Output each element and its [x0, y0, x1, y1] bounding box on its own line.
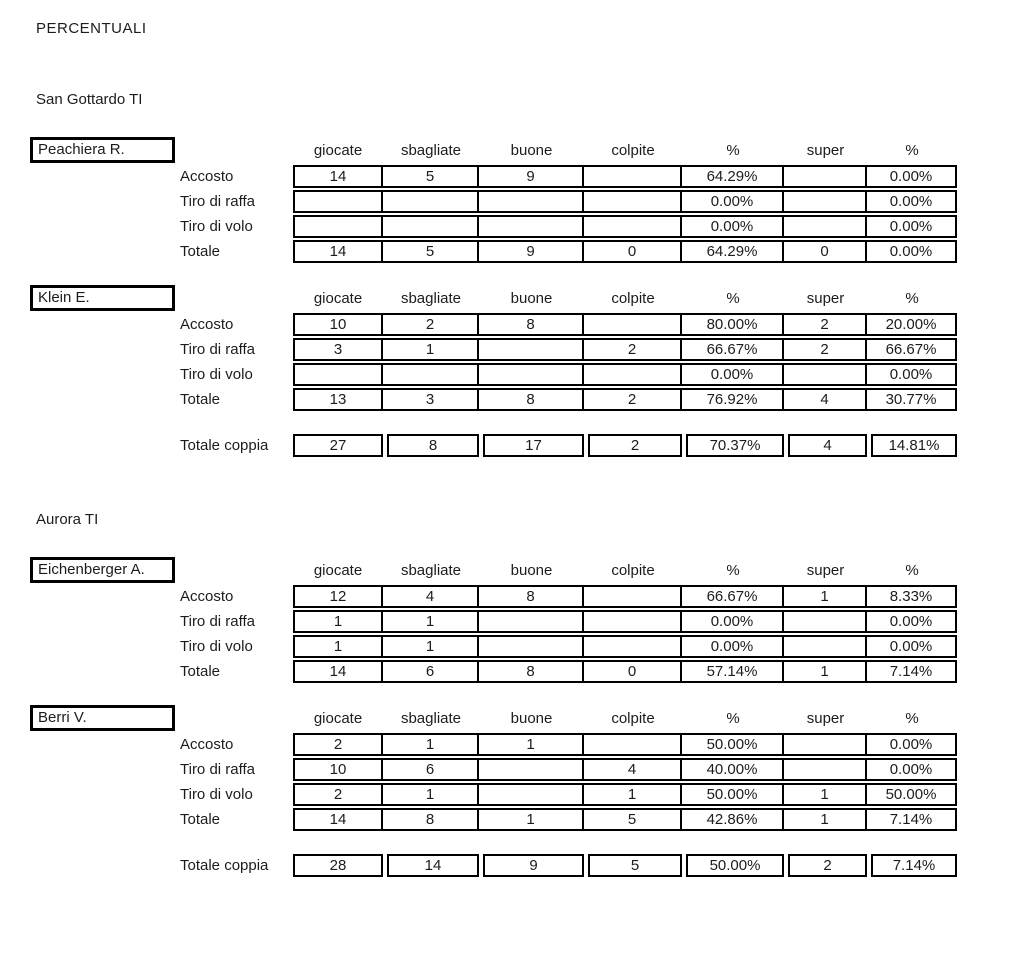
table-cell: 0.00%: [867, 165, 957, 188]
table-row: [30, 338, 1024, 361]
table-cell: 50.00%: [867, 783, 957, 806]
table-cell: [784, 758, 867, 781]
table-cell: 76.92%: [682, 388, 784, 411]
column-header: buone: [510, 562, 553, 579]
column-header: giocate: [313, 142, 363, 159]
table-row: [30, 808, 1024, 831]
team-label: Aurora TI: [36, 511, 99, 528]
column-header: super: [806, 142, 845, 159]
column-header: giocate: [313, 290, 363, 307]
row-label: Accosto: [180, 588, 234, 605]
table-cell: 2: [584, 388, 682, 411]
column-header: super: [806, 290, 845, 307]
table-cell: 1: [383, 733, 479, 756]
table-cell: 40.00%: [682, 758, 784, 781]
row-label: Tiro di volo: [180, 638, 253, 655]
player-name-cell: [30, 557, 293, 583]
table-cell: [784, 190, 867, 213]
table-cell: 4: [383, 585, 479, 608]
table-cell: 14: [293, 660, 383, 683]
table-cell: 5: [383, 240, 479, 263]
table-cell: 0: [584, 240, 682, 263]
row-label: Accosto: [180, 316, 234, 333]
table-cell: 4: [784, 388, 867, 411]
column-header: super: [806, 710, 845, 727]
table-cell: 0.00%: [682, 610, 784, 633]
row-label: Totale: [180, 811, 221, 828]
table-cell: 64.29%: [682, 165, 784, 188]
team-label: San Gottardo TI: [36, 91, 143, 108]
table-cell: 1: [383, 783, 479, 806]
column-header: colpite: [611, 562, 655, 579]
table-cell: 1: [784, 808, 867, 831]
table-cell: [584, 215, 682, 238]
table-cell: 9: [479, 165, 584, 188]
row-label: Accosto: [180, 168, 234, 185]
column-header: %: [905, 290, 919, 307]
column-header: %: [726, 710, 740, 727]
table-cell: 7.14%: [867, 660, 957, 683]
player-name-box: Berri V.: [30, 705, 175, 731]
table-cell: [293, 215, 383, 238]
table-cell: 66.67%: [867, 338, 957, 361]
column-header: giocate: [313, 710, 363, 727]
table-row: [30, 190, 1024, 213]
player-name-box: Klein E.: [30, 285, 175, 311]
row-label: Tiro di raffa: [180, 193, 256, 210]
player-table: [30, 705, 1024, 831]
table-cell: 8: [479, 388, 584, 411]
column-header: colpite: [611, 290, 655, 307]
table-cell: [584, 190, 682, 213]
table-row: [30, 610, 1024, 633]
table-cell: 0: [584, 660, 682, 683]
table-cell: 50.00%: [686, 854, 784, 877]
row-label: Tiro di raffa: [180, 341, 256, 358]
table-cell: 9: [483, 854, 584, 877]
table-cell: [479, 758, 584, 781]
player-name-cell: [30, 285, 293, 311]
table-cell: 0.00%: [867, 610, 957, 633]
table-header-row: [30, 137, 1024, 163]
table-cell: 1: [479, 733, 584, 756]
player-table: [30, 557, 1024, 683]
table-cell: 7.14%: [867, 808, 957, 831]
table-row: [30, 585, 1024, 608]
table-cell: 0.00%: [867, 733, 957, 756]
column-header: %: [905, 142, 919, 159]
table-cell: 1: [784, 585, 867, 608]
column-header: buone: [510, 142, 553, 159]
table-cell: 6: [383, 758, 479, 781]
table-cell: 8.33%: [867, 585, 957, 608]
column-header: buone: [510, 290, 553, 307]
table-cell: [383, 190, 479, 213]
column-header: super: [806, 562, 845, 579]
table-cell: 2: [788, 854, 867, 877]
table-cell: 0.00%: [867, 190, 957, 213]
table-cell: [479, 363, 584, 386]
table-row: [30, 783, 1024, 806]
table-cell: 1: [383, 338, 479, 361]
table-cell: 27: [293, 434, 383, 457]
table-row: [30, 240, 1024, 263]
table-cell: 50.00%: [682, 733, 784, 756]
table-cell: 12: [293, 585, 383, 608]
column-header: colpite: [611, 710, 655, 727]
row-label: Totale coppia: [180, 437, 269, 454]
table-cell: 0: [784, 240, 867, 263]
table-cell: [479, 610, 584, 633]
table-row: [30, 388, 1024, 411]
table-cell: 50.00%: [682, 783, 784, 806]
table-cell: 8: [479, 313, 584, 336]
column-header: %: [726, 562, 740, 579]
totale-coppia-row: [30, 434, 1024, 457]
player-table: [30, 137, 1024, 263]
totale-coppia-row: [30, 854, 1024, 877]
player-name-cell: [30, 137, 293, 163]
table-cell: [784, 610, 867, 633]
table-cell: [784, 215, 867, 238]
table-cell: [784, 635, 867, 658]
table-cell: [784, 733, 867, 756]
table-cell: 70.37%: [686, 434, 784, 457]
table-cell: 1: [383, 610, 479, 633]
table-cell: 0.00%: [867, 363, 957, 386]
table-cell: 3: [293, 338, 383, 361]
page-title: PERCENTUALI: [36, 20, 147, 37]
table-cell: [383, 363, 479, 386]
table-cell: 14: [387, 854, 479, 877]
table-cell: 2: [784, 338, 867, 361]
table-cell: [784, 363, 867, 386]
table-cell: 5: [588, 854, 682, 877]
player-name-box: Eichenberger A.: [30, 557, 175, 583]
table-row: [30, 758, 1024, 781]
table-cell: 6: [383, 660, 479, 683]
row-label: Accosto: [180, 736, 234, 753]
table-cell: 13: [293, 388, 383, 411]
table-cell: 10: [293, 313, 383, 336]
row-label: Tiro di raffa: [180, 613, 256, 630]
table-cell: 4: [584, 758, 682, 781]
table-cell: 1: [383, 635, 479, 658]
column-header: sbagliate: [400, 290, 462, 307]
table-row: [30, 733, 1024, 756]
table-cell: [584, 363, 682, 386]
table-cell: 0.00%: [867, 215, 957, 238]
row-label: Tiro di volo: [180, 366, 253, 383]
table-cell: 10: [293, 758, 383, 781]
table-cell: [584, 585, 682, 608]
table-cell: [584, 313, 682, 336]
table-cell: [584, 733, 682, 756]
table-cell: 2: [383, 313, 479, 336]
table-cell: 1: [784, 660, 867, 683]
column-header: colpite: [611, 142, 655, 159]
table-cell: 7.14%: [871, 854, 957, 877]
row-label: Totale coppia: [180, 857, 269, 874]
table-cell: 42.86%: [682, 808, 784, 831]
table-cell: 66.67%: [682, 585, 784, 608]
table-cell: 2: [588, 434, 682, 457]
row-label: Tiro di volo: [180, 218, 253, 235]
row-label: Totale: [180, 243, 221, 260]
table-cell: 14.81%: [871, 434, 957, 457]
table-cell: 3: [383, 388, 479, 411]
table-cell: [479, 190, 584, 213]
table-cell: 8: [383, 808, 479, 831]
table-cell: 1: [293, 610, 383, 633]
table-row: [30, 660, 1024, 683]
table-cell: 1: [479, 808, 584, 831]
table-cell: 66.67%: [682, 338, 784, 361]
table-cell: [383, 215, 479, 238]
table-cell: 2: [784, 313, 867, 336]
table-cell: 17: [483, 434, 584, 457]
table-cell: 5: [584, 808, 682, 831]
column-header: sbagliate: [400, 710, 462, 727]
table-cell: 14: [293, 808, 383, 831]
column-header: sbagliate: [400, 142, 462, 159]
table-cell: 0.00%: [682, 190, 784, 213]
column-header: giocate: [313, 562, 363, 579]
table-row: [30, 635, 1024, 658]
table-cell: 2: [293, 733, 383, 756]
table-row: [30, 215, 1024, 238]
table-cell: 1: [293, 635, 383, 658]
table-cell: [479, 783, 584, 806]
table-cell: 14: [293, 240, 383, 263]
table-header-row: [30, 557, 1024, 583]
table-cell: 64.29%: [682, 240, 784, 263]
table-cell: [584, 165, 682, 188]
row-label: Tiro di volo: [180, 786, 253, 803]
player-table: [30, 285, 1024, 411]
table-cell: [479, 338, 584, 361]
table-cell: 0.00%: [867, 758, 957, 781]
table-cell: [584, 610, 682, 633]
table-header-row: [30, 705, 1024, 731]
table-cell: 28: [293, 854, 383, 877]
column-header: %: [726, 142, 740, 159]
row-label: Totale: [180, 391, 221, 408]
column-header: %: [905, 710, 919, 727]
column-header: %: [905, 562, 919, 579]
table-cell: 0.00%: [867, 240, 957, 263]
table-header-row: [30, 285, 1024, 311]
table-cell: [479, 215, 584, 238]
table-cell: 80.00%: [682, 313, 784, 336]
player-name-box: Peachiera R.: [30, 137, 175, 163]
table-row: [30, 165, 1024, 188]
table-row: [30, 363, 1024, 386]
table-cell: 8: [387, 434, 479, 457]
table-cell: [479, 635, 584, 658]
table-cell: 8: [479, 585, 584, 608]
table-cell: 20.00%: [867, 313, 957, 336]
column-header: sbagliate: [400, 562, 462, 579]
table-cell: [784, 165, 867, 188]
table-cell: [293, 363, 383, 386]
table-cell: 2: [584, 338, 682, 361]
table-cell: 2: [293, 783, 383, 806]
table-cell: 0.00%: [682, 363, 784, 386]
table-cell: 0.00%: [682, 215, 784, 238]
column-header: %: [726, 290, 740, 307]
table-cell: 9: [479, 240, 584, 263]
spreadsheet: [30, 91, 1024, 877]
table-cell: 14: [293, 165, 383, 188]
table-cell: 4: [788, 434, 867, 457]
table-cell: 0.00%: [682, 635, 784, 658]
table-row: [30, 313, 1024, 336]
table-cell: 1: [784, 783, 867, 806]
table-cell: 0.00%: [867, 635, 957, 658]
table-cell: 5: [383, 165, 479, 188]
table-cell: [584, 635, 682, 658]
table-cell: 30.77%: [867, 388, 957, 411]
player-name-cell: [30, 705, 293, 731]
table-cell: 8: [479, 660, 584, 683]
table-cell: [293, 190, 383, 213]
row-label: Totale: [180, 663, 221, 680]
table-cell: 1: [584, 783, 682, 806]
table-cell: 57.14%: [682, 660, 784, 683]
column-header: buone: [510, 710, 553, 727]
row-label: Tiro di raffa: [180, 761, 256, 778]
